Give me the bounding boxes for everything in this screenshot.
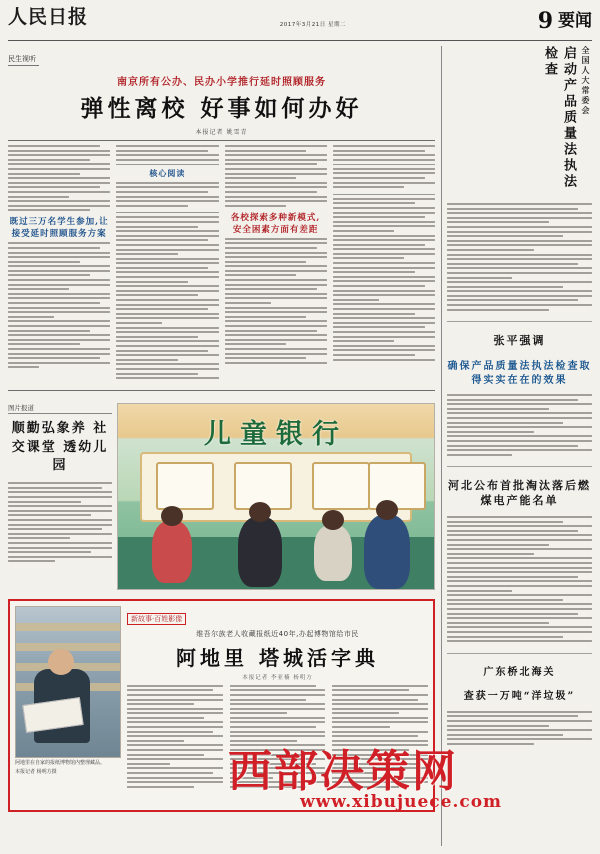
section-name: 要闻 [558,10,592,31]
lead-subhead-2: 各校探索多种新模式, 安全困素方面有差距 [230,212,321,235]
story-col-3 [332,685,428,791]
lead-subhead-1: 既过三万名学生参加,让 接受延时照顾服务方案 [9,217,109,240]
right-vertical-headline-sub: 全国人大常委会 [581,46,591,116]
main-column [8,46,435,846]
right-body-3 [447,516,592,645]
divider-2 [8,390,435,391]
photo-child [364,515,410,589]
right-headline-6: 查获一万吨“洋垃圾” [463,691,576,703]
masthead [8,6,592,41]
story-byline: 本报记者 李亚楠 杨明方 [242,674,313,681]
masthead-page-info [538,6,592,32]
story-photo-block [15,606,121,805]
right-headline-4: 河北公布首批淘汰落后燃煤电产能名单 [448,479,591,508]
right-headline-5: 广东桥北海关 [483,666,556,678]
lead-col-4 [333,145,435,382]
photo-overlay-title: 儿童银行 [204,418,348,450]
bottom-story [8,599,435,812]
story-col-1 [127,685,223,791]
photo-child [152,521,192,583]
right-vertical-headline [447,46,592,196]
story-body [127,606,428,805]
page-number: 9 [537,8,553,34]
lead-col-3 [225,145,327,382]
right-body-1 [447,203,592,313]
right-vertical-headline-main: 启动产品质量法执法检查 [542,46,576,190]
lead-kicker: 民生视听 [8,53,39,66]
right-column [441,46,592,846]
right-body-2 [447,394,592,458]
feature-photo [117,403,435,590]
right-headline-2: 张平强调 [493,334,546,348]
feature-text [8,403,112,590]
right-body-4 [447,711,592,748]
feature-kicker: 图片报道 [8,403,112,414]
masthead-date: 2017年3月21日 星期二 [279,22,346,28]
story-headline: 阿地里 塔城活字典 [176,645,379,670]
lead-article [8,46,435,382]
pull-box [116,164,218,214]
story-photo-credit: 本报记者 杨明方摄 [15,769,57,776]
right-headline-3: 确保产品质量法执法检查取得实实在在的效果 [447,361,592,386]
photo-feature [8,403,435,590]
page-body [8,46,592,846]
feature-title: 顺勤弘象养 社交课堂 透幼儿园 [11,420,109,474]
pull-box-2 [333,164,435,195]
story-kicker: 新故事·百姓影像 [127,613,186,625]
right-divider-3 [447,653,592,654]
story-shoulder: 维吾尔族老人收藏报纸近40年,办起博物馆给市民 [196,629,359,638]
divider [8,140,435,141]
lead-headline: 弹性离校 好事如何办好 [80,95,363,122]
lead-shoulder: 南京所有公办、民办小学推行延时照顾服务 [117,77,326,88]
lead-col-2 [116,145,218,382]
photo-child [238,517,282,587]
lead-body-columns [8,145,435,382]
story-col-2 [230,685,326,791]
story-photo-caption: 阿地里在自家的报纸博物馆内整理藏品。 [15,759,106,766]
lead-byline: 本报记者 姚雪青 [195,129,248,136]
right-divider-2 [447,466,592,467]
right-divider-1 [447,321,592,322]
watermark-text: 西部决策网 [228,746,458,797]
photo-child [314,525,352,581]
newspaper-logo: 人民日报 [8,6,89,28]
watermark-url: www.xibujuece.com [300,792,503,812]
lead-col-1 [8,145,110,382]
story-columns [127,685,428,791]
pull-box-label: 核心阅读 [149,167,186,178]
story-photo [15,606,121,758]
